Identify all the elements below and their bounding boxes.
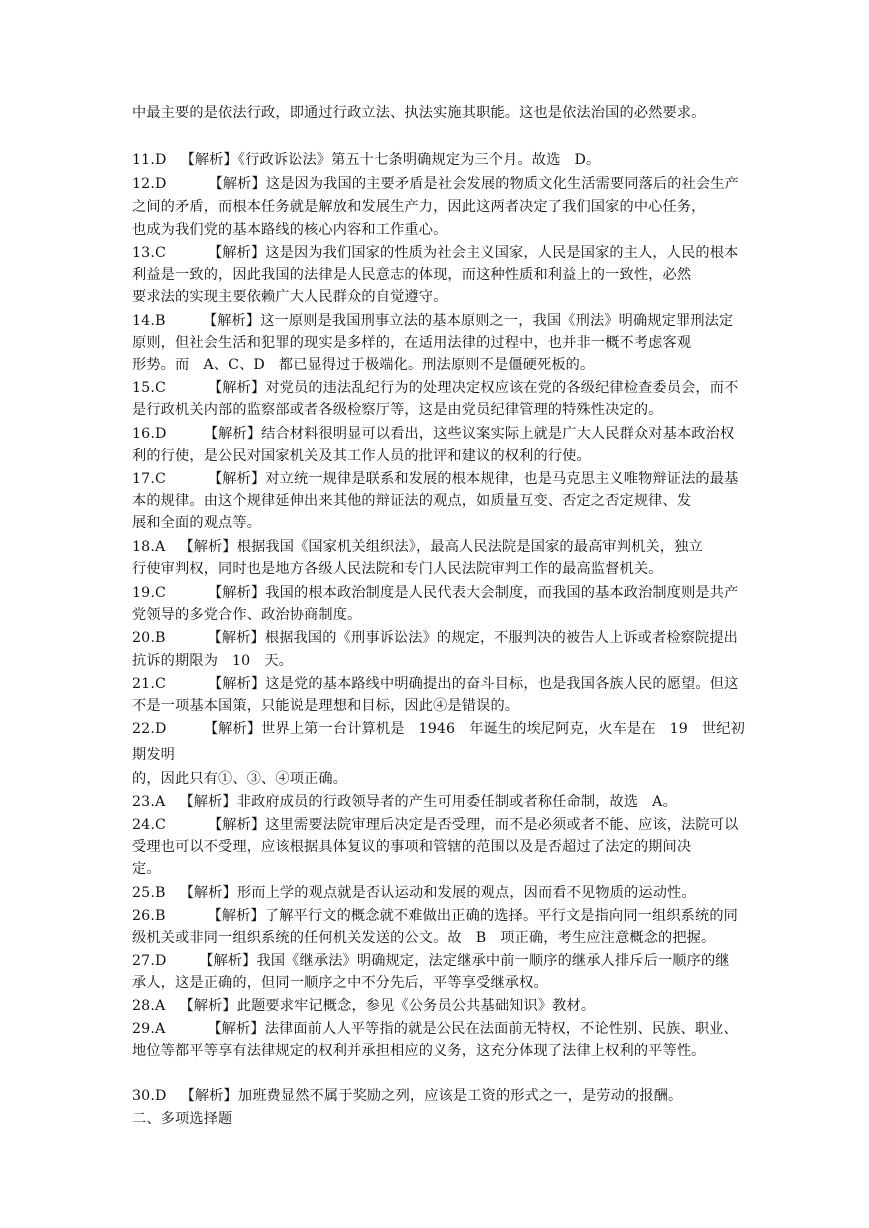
- answer-17-line-1: 17.C 【解析】对立统一规律是联系和发展的根本规律，也是马克思主义唯物辩证法的最基: [132, 471, 739, 487]
- answer-19-line-1: 19.C 【解析】我国的根本政治制度是人民代表大会制度，而我国的基本政治制度则是共产: [132, 585, 739, 601]
- answer-20-line-2: 抗诉的期限为 10 天。: [132, 653, 294, 669]
- answer-12-line-1: 12.D 【解析】这是因为我国的主要矛盾是社会发展的物质文化生活需要同落后的社会生产: [132, 176, 739, 192]
- answer-23-line-1: 23.A 【解析】非政府成员的行政领导者的产生可用委任制或者称任命制，故选 A。: [132, 794, 677, 810]
- answer-18-line-1: 18.A 【解析】根据我国《国家机关组织法》，最高人民法院是国家的最高审判机关，独立: [132, 539, 703, 555]
- answer-15-line-1: 15.C 【解析】对党员的违法乱纪行为的处理决定权应该在党的各级纪律检查委员会，而不: [132, 380, 739, 396]
- answer-12-line-3: 也成为我们党的基本路线的核心内容和工作重心。: [132, 222, 448, 238]
- answer-27-line-1: 27.D 【解析】我国《继承法》明确规定，法定继承中前一顺序的继承人排斥后一顺序的继: [132, 953, 730, 969]
- answer-18-line-2: 行使审判权，同时也是地方各级人民法院和专门人民法院审判工作的最高监督机关。: [132, 561, 663, 577]
- answer-17-line-3: 展和全面的观点等。: [132, 515, 262, 531]
- answer-26-line-1: 26.B 【解析】了解平行文的概念就不难做出正确的选择。平行文是指向同一组织系统的同: [132, 908, 739, 924]
- answer-13-line-1: 13.C 【解析】这是因为我们国家的性质为社会主义国家，人民是国家的主人，人民的根本: [132, 245, 739, 261]
- answer-15-line-2: 是行政机关内部的监察部或者各级检察厅等，这是由党员纪律管理的特殊性决定的。: [132, 402, 663, 418]
- answer-22-line-2: 期发明: [132, 747, 176, 763]
- answer-21-line-2: 不是一项基本国策，只能说是理想和目标，因此④是错误的。: [132, 698, 520, 714]
- intro-line: 中最主要的是依法行政，即通过行政立法、执法实施其职能。这也是依法治国的必然要求。: [132, 105, 706, 121]
- answer-27-line-2: 承人，这是正确的，但同一顺序之中不分先后，平等享受继承权。: [132, 975, 548, 991]
- answer-14-line-1: 14.B 【解析】这一原则是我国刑事立法的基本原则之一，我国《刑法》明确规定罪刑法定: [132, 313, 734, 329]
- answer-22-line-1: 22.D 【解析】世界上第一台计算机是 1946 年诞生的埃尼阿克，火车是在 19 世纪初: [132, 721, 745, 737]
- answer-26-line-2: 级机关或非同一组织系统的任何机关发送的公文。故 B 项正确，考生应注意概念的把握。: [132, 930, 716, 946]
- answer-11-line-1: 11.D 【解析】《行政诉讼法》第五十七条明确规定为三个月。故选 D。: [132, 152, 601, 168]
- answer-29-line-2: 地位等都平等享有法律规定的权利并承担相应的义务，这充分体现了法律上权利的平等性。: [132, 1043, 706, 1059]
- answer-24-line-2: 受理也可以不受理，应该根据具体复议的事项和管辖的范围以及是否超过了法定的期间决: [132, 839, 692, 855]
- answer-16-line-2: 利的行使，是公民对国家机关及其工作人员的批评和建议的权利的行使。: [132, 448, 591, 464]
- answer-28-line-1: 28.A 【解析】此题要求牢记概念，参见《公务员公共基础知识》教材。: [132, 998, 596, 1014]
- answer-17-line-2: 本的规律。由这个规律延伸出来其他的辩证法的观点，如质量互变、否定之否定规律、发: [132, 493, 692, 509]
- answer-13-line-3: 要求法的实现主要依赖广大人民群众的自觉遵守。: [132, 289, 448, 305]
- answer-24-line-1: 24.C 【解析】这里需要法院审理后决定是否受理，而不是必须或者不能、应该，法院可以: [132, 817, 739, 833]
- answer-14-line-3: 形势。而 A、C、D 都已显得过于极端化。刑法原则不是僵硬死板的。: [132, 357, 595, 373]
- answer-12-line-2: 之间的矛盾，而根本任务就是解放和发展生产力，因此这两者决定了我们国家的中心任务，: [132, 199, 706, 215]
- answer-19-line-2: 党领导的多党合作、政治协商制度。: [132, 607, 362, 623]
- answer-14-line-2: 原则，但社会生活和犯罪的现实是多样的，在适用法律的过程中，也并非一概不考虑客观: [132, 335, 692, 351]
- answer-21-line-1: 21.C 【解析】这是党的基本路线中明确提出的奋斗目标，也是我国各族人民的愿望。但这: [132, 676, 739, 692]
- answer-13-line-2: 利益是一致的，因此我国的法律是人民意志的体现，而这种性质和利益上的一致性，必然: [132, 267, 692, 283]
- answer-30-line-1: 30.D 【解析】加班费显然不属于奖励之列，应该是工资的形式之一，是劳动的报酬。: [132, 1088, 683, 1104]
- answer-25-line-1: 25.B 【解析】形而上学的观点就是否认运动和发展的观点，因而看不见物质的运动性。: [132, 885, 696, 901]
- answer-16-line-1: 16.D 【解析】结合材料很明显可以看出，这些议案实际上就是广大人民群众对基本政治权: [132, 426, 735, 442]
- answer-24-line-3: 定。: [132, 861, 161, 877]
- section-heading-multiple-choice: 二、多项选择题: [132, 1111, 233, 1127]
- answer-22-line-3: 的，因此只有①、③、④项正确。: [132, 771, 348, 787]
- answer-29-line-1: 29.A 【解析】法律面前人人平等指的就是公民在法面前无特权，不论性别、民族、职业、: [132, 1021, 738, 1037]
- answer-20-line-1: 20.B 【解析】根据我国的《刑事诉讼法》的规定，不服判决的被告人上诉或者检察院提出: [132, 630, 739, 646]
